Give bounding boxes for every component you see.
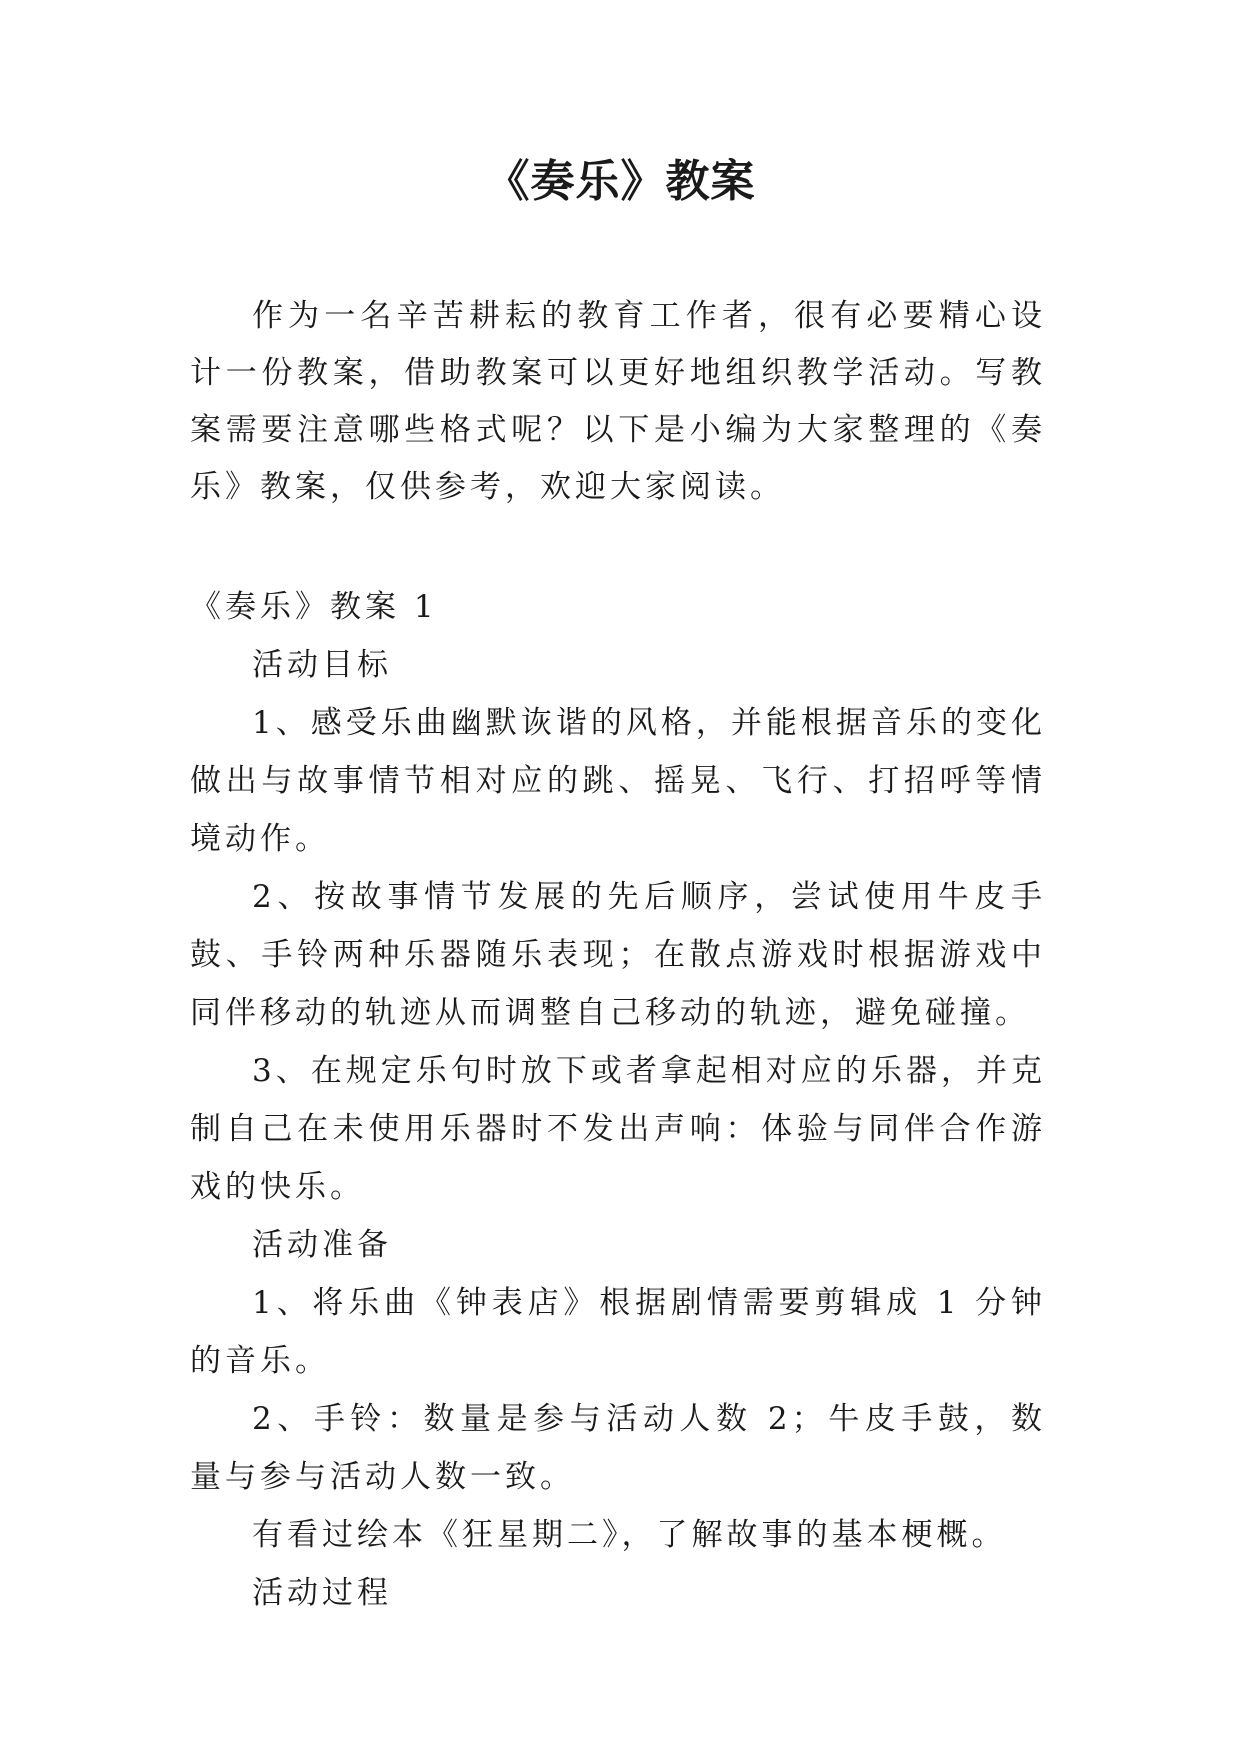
goal-item-1: 1、感受乐曲幽默诙谐的风格，并能根据音乐的变化做出与故事情节相对应的跳、摇晃、飞行、打招呼等情境动作。: [190, 705, 1046, 857]
intro-paragraph: 作为一名辛苦耕耘的教育工作者，很有必要精心设计一份教案，借助教案可以更好地组织教学活动。写教案需要注意哪些格式呢？以下是小编为大家整理的《奏乐》教案，仅供参考，欢迎大家阅读。: [190, 298, 1046, 505]
heading-activity-goals: 活动目标: [252, 647, 392, 683]
heading-activity-process: 活动过程: [252, 1575, 392, 1611]
preparation-item-2: 2、手铃：数量是参与活动人数 2；牛皮手鼓，数量与参与活动人数一致。: [190, 1401, 1046, 1495]
document-title: 《奏乐》教案: [485, 156, 756, 207]
section-block: [190, 578, 1046, 1622]
preparation-item-1: 1、将乐曲《钟表店》根据剧情需要剪辑成 1 分钟的音乐。: [190, 1285, 1046, 1379]
intro-block: [190, 288, 1046, 516]
goal-item-2: 2、按故事情节发展的先后顺序，尝试使用牛皮手鼓、手铃两种乐器随乐表现；在散点游戏时根据游戏中同伴移动的轨迹从而调整自己移动的轨迹，避免碰撞。: [190, 879, 1046, 1031]
goal-item-3: 3、在规定乐句时放下或者拿起相对应的乐器，并克制自己在未使用乐器时不发出声响：体验与同伴合作游戏的快乐。: [190, 1053, 1046, 1205]
section-title: 《奏乐》教案 1: [190, 589, 438, 625]
heading-activity-preparation: 活动准备: [252, 1227, 392, 1263]
preparation-item-3: 有看过绘本《狂星期二》，了解故事的基本梗概。: [252, 1517, 1007, 1553]
